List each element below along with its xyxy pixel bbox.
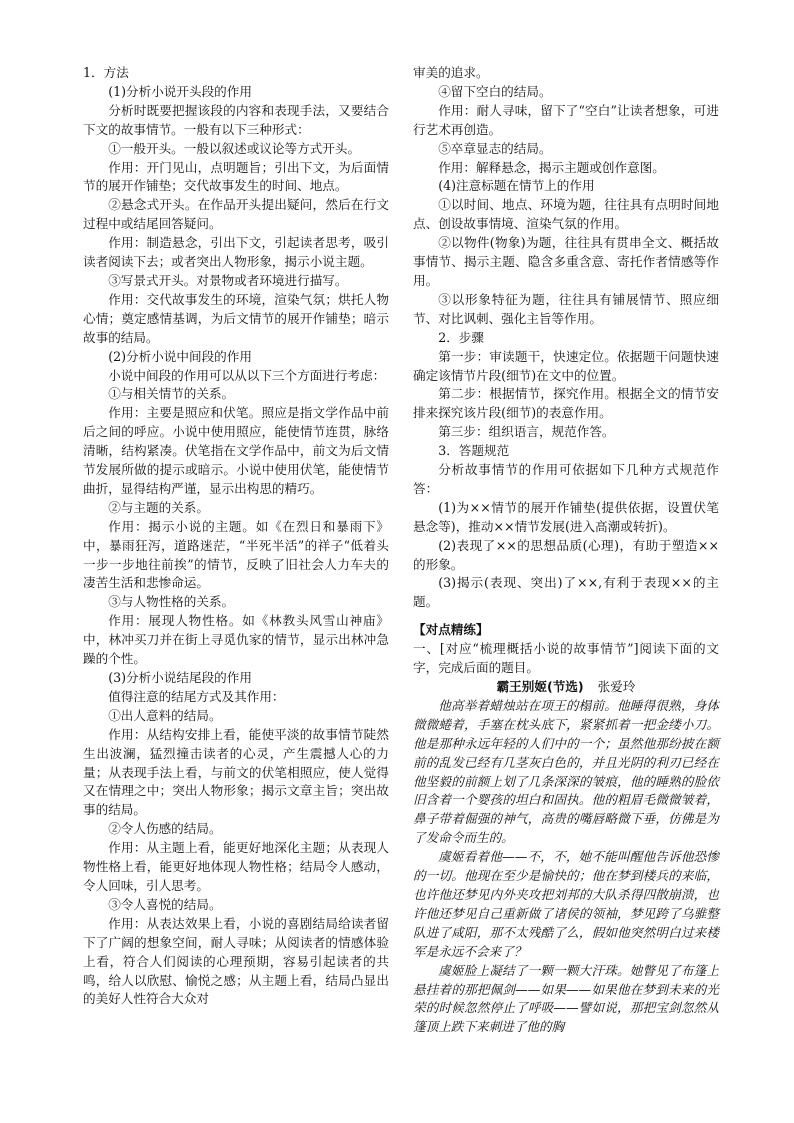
- paragraph: ①与相关情节的关系。: [108, 386, 235, 402]
- paragraph: ③写景式开头。对景物或者环境进行描写。: [108, 272, 348, 288]
- paragraph: ②以物件(物象)为题，往往具有贯串全文、概括故事情节、揭示主题、隐含多重含意、寄托作者情感等作用。: [413, 235, 719, 288]
- practice-heading: 【对点精练】: [413, 622, 489, 638]
- paragraph: (2)表现了××的思想品质(心理)，有助于塑造××的形象。: [413, 537, 719, 572]
- paragraph: 作用：主要是照应和伏笔。照应是指文学作品中前后之间的呼应。小说中使用照应，能使情节连贯，脉络清晰，结构紧凑。伏笔指在文学作品中，前文为后文情节发展所做的提示或暗示。小说中使用伏笔，能使情节曲折，显得结构严谨，显示出构思的精巧。: [83, 405, 389, 496]
- paragraph: 小说中间段的作用可以从以下三个方面进行考虑：: [108, 367, 386, 383]
- paragraph: ⑤卒章显志的结局。: [438, 140, 552, 156]
- paragraph: 作用：解释悬念，揭示主题或创作意图。: [438, 159, 665, 175]
- paragraph: 第三步：组织语言，规范作答。: [438, 424, 615, 440]
- paragraph: ②令人伤感的结局。: [108, 821, 222, 837]
- paragraph: ③令人喜悦的结局。: [108, 896, 222, 912]
- right-column: [413, 64, 719, 1037]
- story-paragraph: 虞姬看着他——不，不，她不能叫醒他告诉他恐惨的一切。他现在至少是愉快的；他在梦到楼兵的来临，也许他还梦见内外夹攻把刘邦的大队杀得四散崩溃，也许他还梦见自己重新做了诸侯的领袖，梦见跨了乌骓整队进了咸阳，那不太残酷了么，假如他突然明白过来楼军是永远不会来了？: [413, 849, 719, 959]
- paragraph: ②悬念式开头。在作品开头提出疑问，然后在行文过程中或结尾回答疑问。: [83, 197, 389, 232]
- story-title-line: [413, 678, 719, 697]
- paragraph: 作用：制造悬念，引出下文，引起读者思考，吸引读者阅读下去；或者突出人物形象，揭示小说主题。: [83, 235, 389, 270]
- paragraph: ④留下空白的结局。: [438, 83, 552, 99]
- paragraph: 作用：展现人物性格。如《林教头风雪山神庙》中，林冲买刀并在街上寻觅仇家的情节，显示出林冲急躁的个性。: [83, 613, 389, 667]
- paragraph: ③以形象特征为题，往往具有铺展情节、照应细节、对比讽刺、强化主旨等作用。: [413, 291, 719, 326]
- paragraph: 作用：从表达效果上看，小说的喜剧结局给读者留下了广阔的想象空间，耐人寻味；从阅读者的情感体验上看，符合人们阅读的心理预期，容易引起读者的共鸣，给人以欣慰、愉悦之感；从主题上看，结局凸显出的美好人性符合大众对: [83, 915, 389, 1007]
- paragraph: ①一般开头。一般以叙述或议论等方式开头。: [108, 140, 361, 156]
- paragraph: 作用：从主题上看，能更好地深化主题；从表现人物性格上看，能更好地体现人物性格；结局令人感动，令人回味，引人思考。: [83, 840, 389, 893]
- paragraph: ①出人意料的结局。: [108, 707, 222, 723]
- story-title: 霸王别姬(节选): [496, 679, 584, 694]
- middle-subheading: (2)分析小说中间段的作用: [108, 348, 252, 364]
- paragraph: ③与人物性格的关系。: [108, 594, 235, 610]
- paragraph: 作用：耐人寻味，留下了“空白”让读者想象，可进行艺术再创造。: [413, 102, 719, 137]
- opening-subheading: (1)分析小说开头段的作用: [108, 83, 252, 99]
- answer-norm-heading: 3．答题规范: [438, 443, 510, 459]
- title-subheading: (4)注意标题在情节上的作用: [438, 178, 595, 194]
- paragraph: 第二步：根据情节，探究作用。根据全文的情节安排来探究该片段(细节)的表意作用。: [413, 386, 719, 421]
- method-heading: 1．方法: [83, 65, 129, 80]
- paragraph: (1)为××情节的展开作铺垫(提供依据，设置伏笔悬念等)，推动××情节发展(进入高潮或转折)。: [413, 499, 719, 534]
- story-author: 张爱玲: [597, 679, 636, 694]
- paragraph: 值得注意的结尾方式及其作用：: [108, 688, 285, 704]
- paragraph: 作用：交代故事发生的环境，渲染气氛；烘托人物心情；奠定感情基调，为后文情节的展开作铺垫；暗示故事的结局。: [83, 291, 389, 345]
- paragraph: 作用：开门见山，点明题旨；引出下文，为后面情节的展开作铺垫；交代故事发生的时间、地点。: [83, 159, 389, 194]
- paragraph: ①以时间、地点、环境为题，往往具有点明时间地点、创设故事情境、渲染气氛的作用。: [413, 197, 719, 232]
- ending-subheading: (3)分析小说结尾段的作用: [108, 670, 252, 685]
- paragraph: ②与主题的关系。: [108, 499, 209, 515]
- steps-heading: 2．步骤: [438, 329, 484, 345]
- story-paragraph: 虞姬脸上凝结了一颗一颗大汗珠。她瞥见了布篷上悬挂着的那把佩剑——如果——如果他在梦到未来的光荣的时候忽然停止了呼吸——譬如说，那把宝剑忽然从篷顶上跌下来刺进了他的胸: [413, 962, 719, 1035]
- paragraph: 分析时既要把握该段的内容和表现手法，又要结合下文的故事情节。一般有以下三种形式：: [83, 102, 389, 137]
- paragraph: 作用：从结构安排上看，能使平淡的故事情节陡然生出波澜，猛烈撞击读者的心灵，产生震撼人心的力量；从表现手法上看，与前文的伏笔相照应，使人觉得又在情理之中；突出人物形象；揭示文章主旨；突出故事的结局。: [83, 726, 389, 818]
- paragraph: 分析故事情节的作用可依据如下几种方式规范作答：: [413, 462, 719, 496]
- paragraph: (3)揭示(表现、突出)了××,有利于表现××的主题。: [413, 575, 719, 610]
- paragraph: 第一步：审读题干，快速定位。依据题干问题快速确定该情节片段(细节)在文中的位置。: [413, 348, 719, 383]
- story-paragraph: 他高举着蜡烛站在项王的榻前。他睡得很熟，身体微微蜷着，手塞在枕头底下，紧紧抓着一把金缕小刀。他是那种永远年轻的人们中的一个；虽然他那纷披在额前的乱发已经有几茎灰白色的，并且光阴的利刃已经在他坚毅的前额上划了几条深深的皱痕，他的睡熟的脸依旧含着一个婴孩的坦白和固执。他的粗眉毛微微皱着，鼻子带着倔强的神气，高贵的嘴唇略微下垂，仿佛是为了发命令而生的。: [413, 697, 719, 846]
- paragraph: 审美的追求。: [413, 65, 489, 80]
- left-column: [83, 64, 389, 1009]
- paragraph: 作用：揭示小说的主题。如《在烈日和暴雨下》中，暴雨狂泻，道路迷茫，“半死半活”的祥子“低着头一步一步地往前挨”的情节，反映了旧社会人力车夫的凄苦生活和悲惨命运。: [83, 518, 389, 591]
- question-intro: 一、[对应“梳理概括小说的故事情节”]阅读下面的文字，完成后面的题目。: [413, 641, 719, 676]
